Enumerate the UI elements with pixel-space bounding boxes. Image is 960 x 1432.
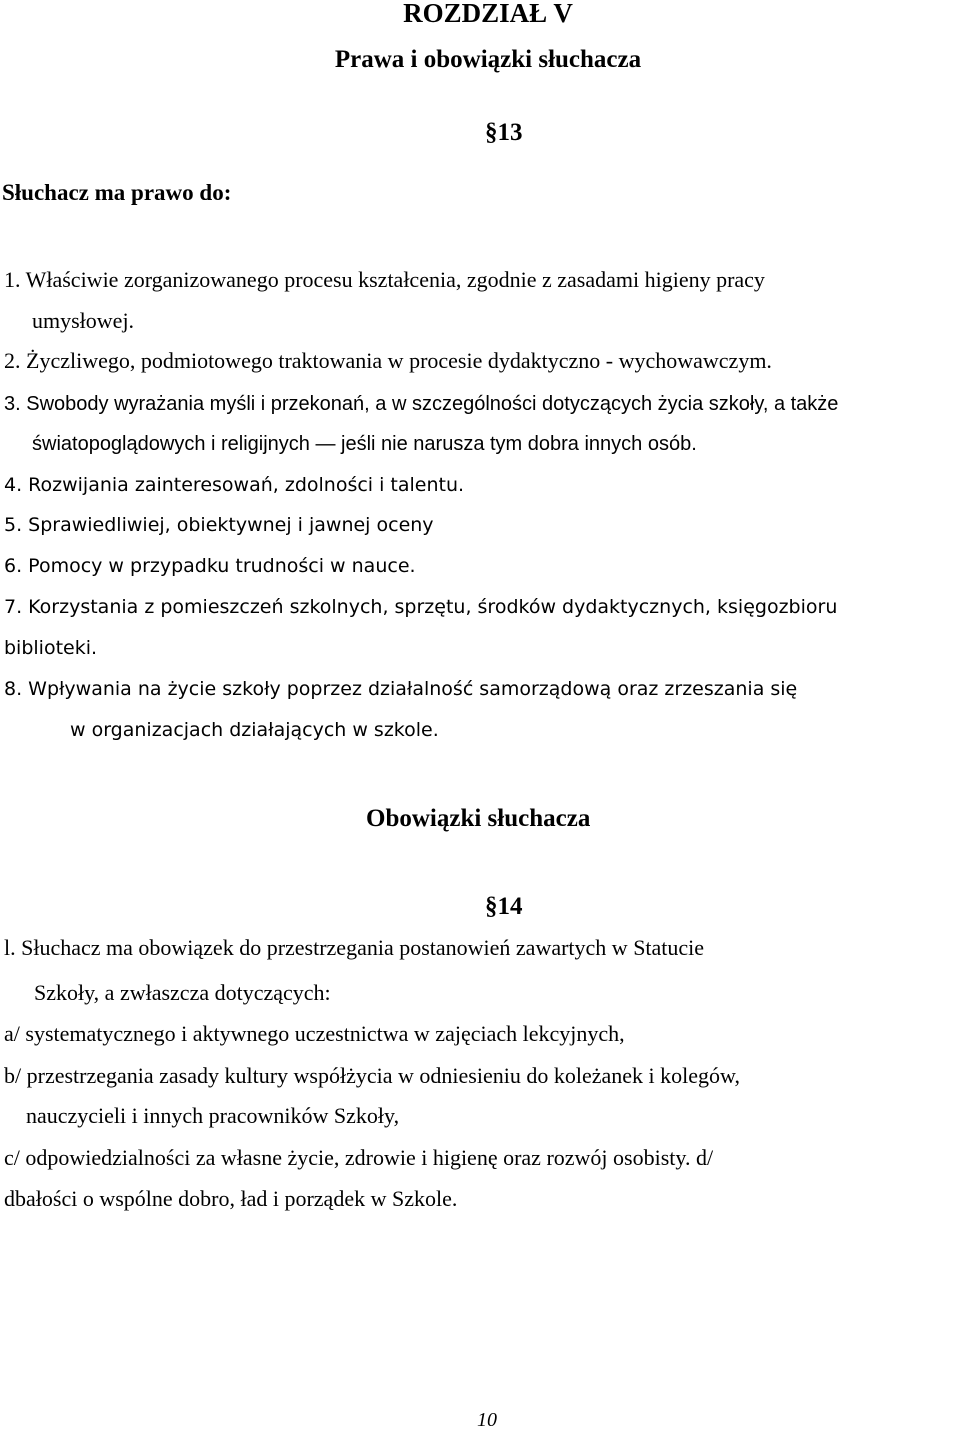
right-item-3-cont: światopoglądowych i religijnych — jeśli nie narusza tym dobra innych osób. [32,433,697,455]
duty-point-b-cont: nauczycieli i innych pracowników Szkoły, [26,1103,400,1128]
paragraph-14-marker: §14 [485,893,523,920]
right-item-1: 1. Właściwie zorganizowanego procesu kształcenia, zgodnie z zasadami higieny pracy [4,267,765,292]
duty-point-d: dbałości o wspólne dobro, ład i porządek w Szkole. [4,1186,458,1211]
duties-intro-cont: Szkoły, a zwłaszcza dotyczących: [34,980,331,1005]
duties-heading: Obowiązki słuchacza [366,805,591,832]
right-item-8-cont: w organizacjach działających w szkole. [70,719,439,741]
right-item-3: 3. Swobody wyrażania myśli i przekonań, a w szczególności dotyczących życia szkoły, a także [4,393,839,415]
chapter-title: Prawa i obowiązki słuchacza [334,46,642,73]
duties-intro: l. Słuchacz ma obowiązek do przestrzegania postanowień zawartych w Statucie [4,935,705,960]
chapter-number: ROZDZIAŁ V [403,0,573,28]
right-item-7-cont: biblioteki. [4,637,98,659]
right-item-6: 6. Pomocy w przypadku trudności w nauce. [4,555,416,577]
rights-lead: Słuchacz ma prawo do: [2,180,232,205]
right-item-8: 8. Wpływania na życie szkoły poprzez działalność samorządową oraz zrzeszania się [4,678,798,700]
page-number: 10 [477,1409,497,1431]
right-item-5: 5. Sprawiedliwiej, obiektywnej i jawnej oceny [4,514,434,536]
duty-point-b: b/ przestrzegania zasady kultury współżycia w odniesieniu do koleżanek i kolegów, [4,1063,740,1088]
right-item-1-cont: umysłowej. [32,308,135,333]
right-item-7: 7. Korzystania z pomieszczeń szkolnych, sprzętu, środków dydaktycznych, księgozbioru [4,596,838,618]
right-item-2: 2. Życzliwego, podmiotowego traktowania w procesie dydaktyczno - wychowawczym. [4,348,772,373]
duty-point-c: c/ odpowiedzialności za własne życie, zdrowie i higienę oraz rozwój osobisty. d/ [4,1145,714,1170]
duty-point-a: a/ systematycznego i aktywnego uczestnictwa w zajęciach lekcyjnych, [4,1021,625,1046]
right-item-4: 4. Rozwijania zainteresowań, zdolności i talentu. [4,474,465,496]
paragraph-13-marker: §13 [485,119,523,146]
